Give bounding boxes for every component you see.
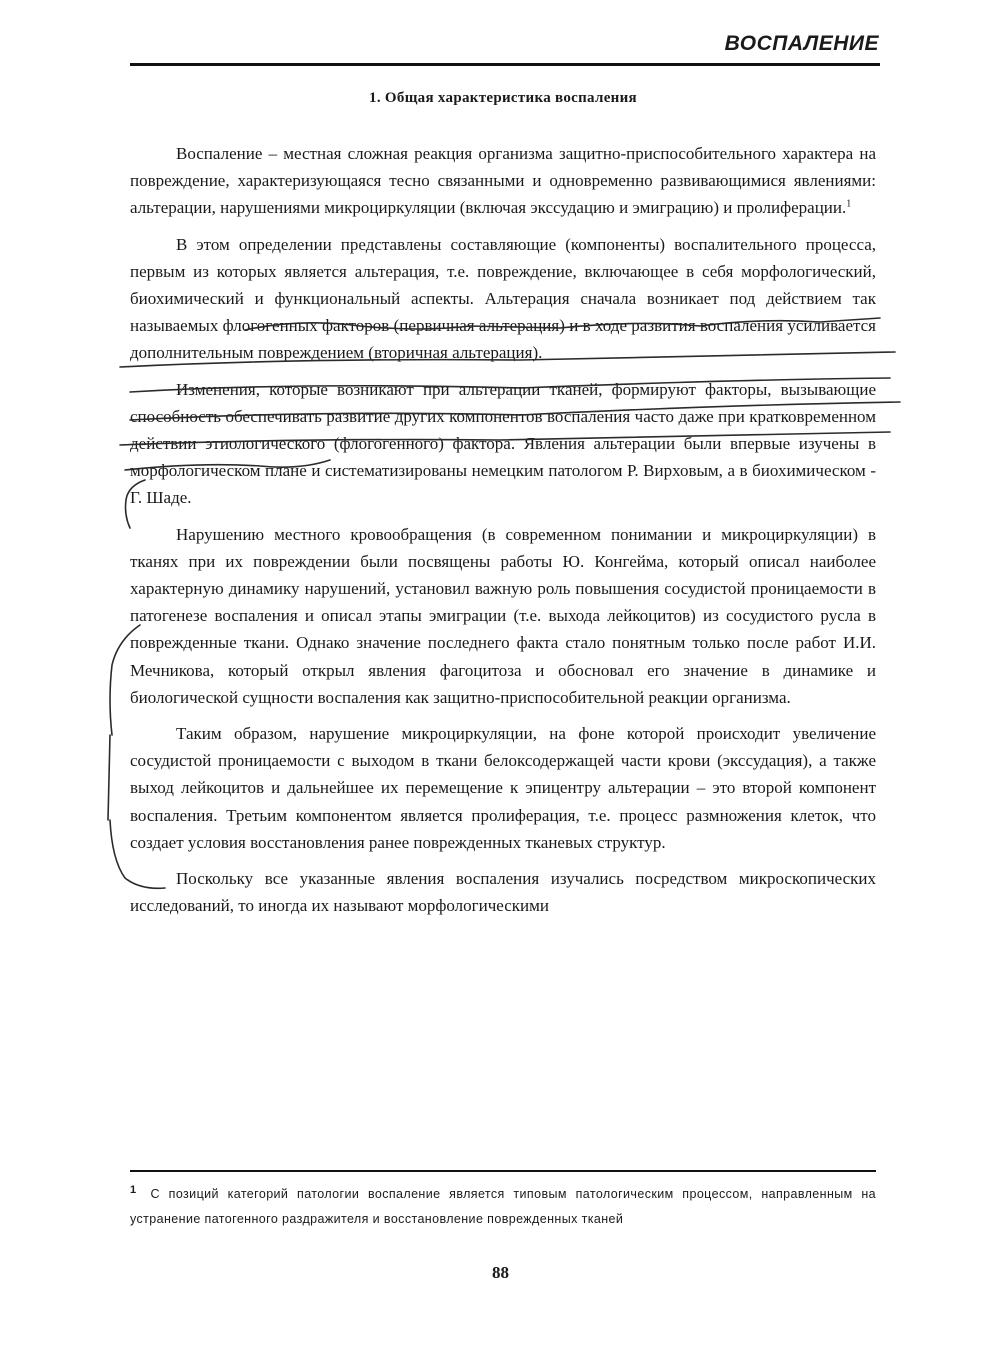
pen-margin-line [108,735,110,820]
paragraph-changes: Изменения, которые возникают при альтерации тканей, формируют факторы, вызывающие способность обеспечивать развитие других компонентов воспаления часто даже при кратковременном действии этиологического (флогогенного) фактора. Явления альтерации были впервые изучены в морфологическом плане и систематизированы немецким патологом Р. Вирховым, а в биохимическом - Г. Шаде. [130,379,876,508]
paragraph-text: Воспаление – местная сложная реакция организма защитно-приспособительного характера на повреждение, характеризующаяся тесно связанными и одновременно развивающимися явлениями: альтерации, нарушениями микроциркуляции (включая экссудацию и эмиграцию) и пролиферации. [130,144,876,218]
footnote-reference[interactable]: 1 [846,198,852,210]
paragraph-alteration: В этом определении представлены составляющие (компоненты) воспалительного процесса, первым из которых является альтерация, т.е. повреждение, включающее в себя морфологический, биохимический и функциональный аспекты. Альтерация сначала возникает под действием так называемых флогогенных факторов (первичная альтерация) и в ходе развития воспаления усиливается дополнительным повреждением (вторичная альтерация). [130,234,876,363]
section-title: 1. Общая характеристика воспаления [369,90,637,106]
footnote-rule [130,1170,876,1172]
footnote-text: С позиций категорий патологии воспаление является типовым патологическим процессом, направленным на устранение патогенного раздражителя и восстановление поврежденных тканей [130,1187,876,1226]
paragraph-summary: Таким образом, нарушение микроциркуляции, на фоне которой происходит увеличение сосудистой проницаемости с выходом в ткани белоксодержащей части крови (экссудация), а также выход лейкоцитов и дальнейшее их перемещение к эпицентру альтерации – это второй компонент воспаления. Третьим компонентом является пролиферация, т.е. процесс размножения клеток, что создает условия восстановления ранее поврежденных тканевых структур. [130,724,876,852]
body-text [130,140,876,928]
paragraph-definition [130,140,876,222]
footnote [130,1182,876,1232]
page-number: 88 [492,1263,509,1282]
running-header: ВОСПАЛЕНИЕ [724,32,879,55]
paragraph-morphology: Поскольку все указанные явления воспаления изучались посредством микроскопических исследований, то иногда их называют морфологическими [130,869,876,916]
header-rule [130,63,880,66]
footnote-marker: 1 [130,1183,137,1196]
paragraph-microcirculation: Нарушению местного кровообращения (в современном понимании и микроциркуляции) в тканях при их повреждении были посвящены работы Ю. Конгейма, который описал наиболее характерную динамику нарушений, установил важную роль повышения сосудистой проницаемости в патогенезе воспаления и описал этапы эмиграции (т.е. выхода лейкоцитов) из сосудистого русла в поврежденные ткани. Однако значение последнего факта стало понятным только после работ И.И. Мечникова, который открыл явления фагоцитоза и обосновал его значение в динамике и биологической сущности воспаления как защитно-приспособительной реакции организма. [130,524,876,707]
